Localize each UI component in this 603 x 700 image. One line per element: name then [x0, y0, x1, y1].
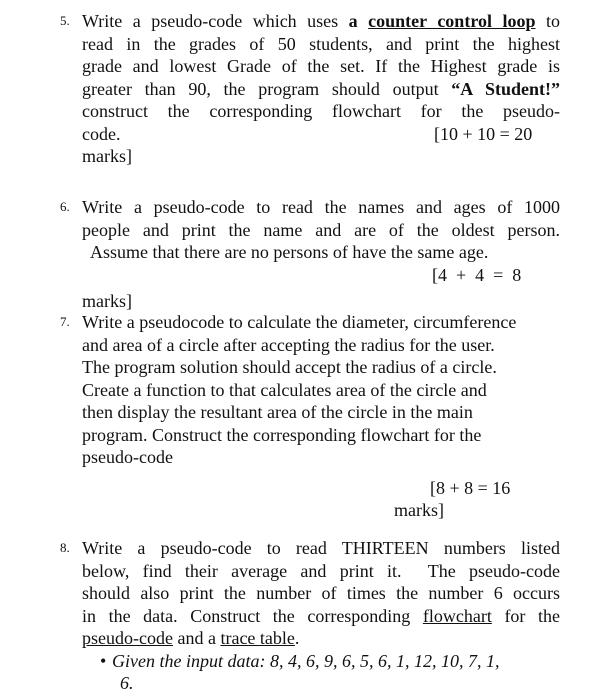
text-line: then display the resultant area of the circle in the main [82, 402, 473, 422]
text-line: and area of a circle after accepting the radius for the user. [82, 334, 495, 355]
text-line: in the data. Construct the corresponding flowchart for the [82, 605, 560, 626]
text-line: construct the corresponding flowchart for the pseudo- [82, 101, 560, 121]
marks-label: [4 + 4 = 8 [432, 264, 522, 285]
question-number: 5. [60, 13, 70, 28]
text-line: people and print the name and are of the oldest person. [82, 219, 560, 240]
text-line: Write a pseudocode to calculate the diameter, circumference [82, 312, 517, 332]
text-line: 6. [120, 673, 134, 693]
text-line: greater than 90, the program should output “A Student!” [82, 78, 560, 99]
text-line: program. Construct the corresponding flowchart for the [82, 424, 482, 445]
question-text [82, 311, 560, 522]
underlined-phrase: pseudo-code [82, 628, 173, 648]
question-text [82, 537, 560, 695]
text-line: read in the grades of 50 students, and print the highest [82, 33, 560, 54]
text-line: marks] [82, 146, 132, 166]
question-text [82, 10, 560, 168]
bold-phrase: “A Student!” [451, 78, 560, 99]
text-line [82, 499, 560, 522]
question-number: 6. [60, 199, 70, 214]
text-line: below, find their average and print it. The pseudo-code [82, 560, 560, 581]
text-line: code. [10 + 10 = 20 [82, 123, 533, 144]
text-line: marks] [82, 291, 132, 311]
question-number: 8. [60, 540, 70, 555]
bullet-icon: • [100, 650, 107, 671]
underlined-phrase: counter control loop [368, 11, 536, 31]
question-number: 7. [60, 314, 70, 329]
text-line: Create a function to that calculates area of the circle and [82, 379, 487, 400]
question-text [82, 196, 560, 313]
underlined-phrase: flowchart [422, 605, 492, 626]
marks-label: [8 + 8 = 16 [430, 477, 511, 498]
text-line: pseudo-code and a trace table. [82, 628, 300, 648]
text-line: • Given the input data: 8, 4, 6, 9, 6, 5, 6, 1, 12, 10, 7, 1, [100, 650, 500, 671]
text-line: should also print the number of times the number 6 occurs [82, 583, 560, 603]
text-line: Write a pseudo-code which uses a counter control loop to [82, 11, 561, 31]
text-line: grade and lowest Grade of the set. If the Highest grade is [82, 56, 560, 76]
text-line: Write a pseudo-code to read the names and ages of 1000 [82, 197, 560, 217]
text-line: The program solution should accept the radius of a circle. [82, 357, 497, 377]
marks-label: [10 + 10 = 20 [434, 123, 533, 144]
text-line [82, 477, 560, 500]
text-line [82, 264, 560, 287]
text-line: pseudo-code [82, 447, 173, 467]
underlined-phrase: trace table [220, 628, 295, 648]
text-line: Write a pseudo-code to read THIRTEEN numbers listed [82, 538, 560, 558]
marks-label: marks] [394, 500, 444, 520]
text-line: Assume that there are no persons of have the same age. [90, 242, 489, 262]
bold-phrase: a counter control loop [348, 11, 536, 31]
